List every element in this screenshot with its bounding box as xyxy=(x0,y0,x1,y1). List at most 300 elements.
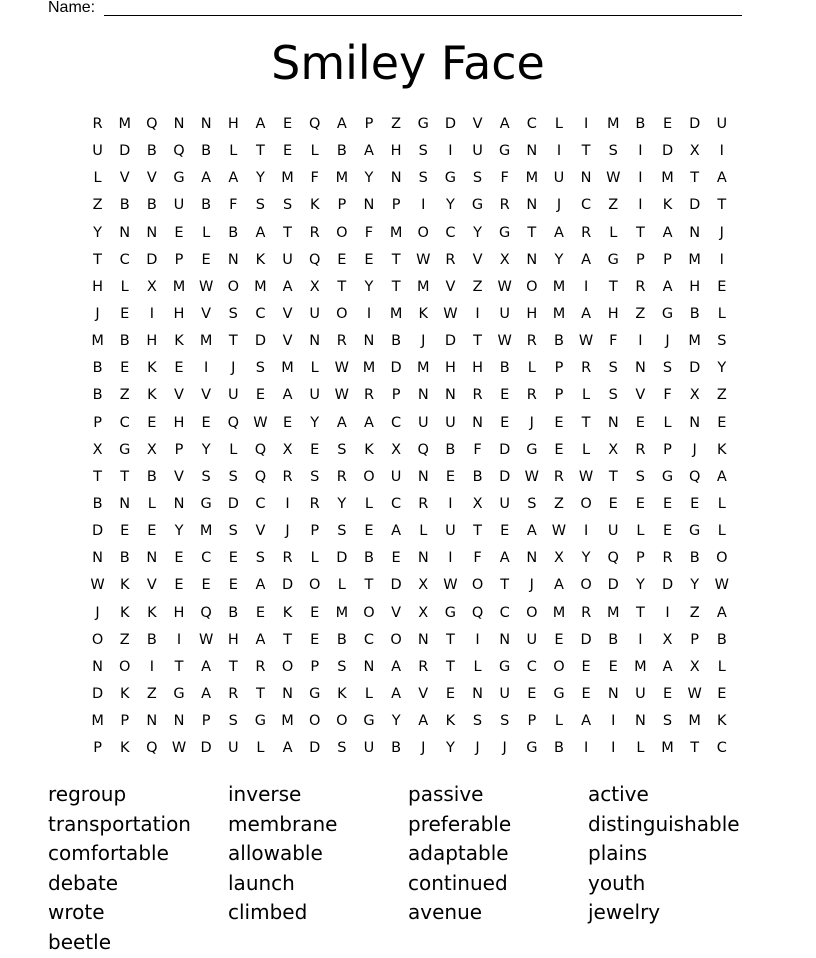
grid-letter[interactable]: H xyxy=(526,305,538,322)
grid-letter[interactable]: L xyxy=(202,224,211,241)
grid-letter[interactable]: I xyxy=(475,305,480,322)
grid-letter[interactable]: S xyxy=(635,468,645,485)
grid-letter[interactable]: Q xyxy=(688,468,701,485)
grid-letter[interactable]: A xyxy=(716,468,727,485)
grid-letter[interactable]: O xyxy=(553,658,565,675)
grid-letter[interactable]: A xyxy=(662,278,673,295)
grid-letter[interactable]: V xyxy=(119,170,130,187)
grid-letter[interactable]: Y xyxy=(717,360,727,377)
grid-letter[interactable]: E xyxy=(282,414,293,431)
grid-letter[interactable]: E xyxy=(554,414,564,431)
grid-letter[interactable]: L xyxy=(364,685,374,702)
grid-letter[interactable]: Z xyxy=(119,387,130,404)
grid-letter[interactable]: A xyxy=(581,251,592,268)
grid-letter[interactable]: T xyxy=(608,278,618,295)
grid-letter[interactable]: E xyxy=(174,360,184,377)
grid-letter[interactable]: A xyxy=(554,224,564,241)
grid-letter[interactable]: N xyxy=(146,550,158,567)
grid-letter[interactable]: M xyxy=(362,360,376,377)
grid-letter[interactable]: E xyxy=(174,550,184,567)
grid-letter[interactable]: H xyxy=(390,143,402,160)
grid-letter[interactable]: M xyxy=(118,116,131,132)
grid-letter[interactable]: S xyxy=(337,658,347,675)
grid-letter[interactable]: P xyxy=(93,414,102,431)
grid-letter[interactable]: O xyxy=(363,468,375,485)
grid-letter[interactable]: L xyxy=(419,523,428,540)
grid-letter[interactable]: O xyxy=(390,631,402,648)
grid-letter[interactable]: W xyxy=(334,360,349,377)
grid-letter[interactable]: M xyxy=(254,278,267,295)
grid-letter[interactable]: P xyxy=(201,713,211,730)
grid-letter[interactable]: X xyxy=(418,577,429,594)
grid-letter[interactable]: P xyxy=(554,360,564,377)
grid-letter[interactable]: O xyxy=(336,224,348,241)
grid-letter[interactable]: Y xyxy=(445,740,455,757)
grid-letter[interactable]: I xyxy=(719,143,724,160)
grid-letter[interactable]: K xyxy=(662,197,673,214)
grid-letter[interactable]: C xyxy=(119,251,130,268)
grid-letter[interactable]: Y xyxy=(201,441,211,458)
grid-letter[interactable]: C xyxy=(119,414,130,431)
grid-letter[interactable]: C xyxy=(526,658,537,675)
grid-letter[interactable]: D xyxy=(119,143,131,160)
grid-letter[interactable]: E xyxy=(228,550,238,567)
grid-letter[interactable]: G xyxy=(119,441,131,458)
grid-letter[interactable]: L xyxy=(609,224,618,241)
grid-letter[interactable]: U xyxy=(472,143,483,160)
grid-letter[interactable]: C xyxy=(391,414,402,431)
grid-letter[interactable]: M xyxy=(281,713,294,730)
grid-letter[interactable]: U xyxy=(227,387,239,404)
grid-letter[interactable]: B xyxy=(391,740,402,757)
grid-letter[interactable]: A xyxy=(255,116,266,132)
grid-letter[interactable]: I xyxy=(176,631,182,648)
grid-letter[interactable]: W xyxy=(443,577,458,594)
grid-letter[interactable]: N xyxy=(472,685,483,702)
grid-letter[interactable]: B xyxy=(716,631,727,648)
grid-letter[interactable]: E xyxy=(662,523,673,540)
grid-letter[interactable]: S xyxy=(418,143,428,160)
grid-letter[interactable]: X xyxy=(92,441,103,458)
grid-letter[interactable]: P xyxy=(364,116,374,132)
grid-letter[interactable]: E xyxy=(120,523,130,540)
grid-letter[interactable]: H xyxy=(146,333,158,350)
grid-letter[interactable]: R xyxy=(418,658,429,675)
grid-letter[interactable]: D xyxy=(200,740,212,757)
grid-letter[interactable]: X xyxy=(146,278,157,295)
grid-letter[interactable]: I xyxy=(638,143,643,160)
grid-letter[interactable]: H xyxy=(472,360,483,377)
grid-letter[interactable]: K xyxy=(119,577,130,594)
grid-letter[interactable]: E xyxy=(228,577,238,594)
grid-letter[interactable]: M xyxy=(525,170,539,187)
name-line[interactable] xyxy=(104,15,742,16)
grid-letter[interactable]: P xyxy=(636,251,645,268)
grid-letter[interactable]: R xyxy=(309,495,320,512)
grid-letter[interactable]: R xyxy=(336,333,347,350)
grid-letter[interactable]: A xyxy=(282,387,293,404)
grid-letter[interactable]: N xyxy=(200,116,212,132)
grid-letter[interactable]: F xyxy=(473,550,482,567)
grid-letter[interactable]: L xyxy=(717,523,726,540)
grid-letter[interactable]: K xyxy=(119,740,130,757)
grid-letter[interactable]: O xyxy=(716,550,728,567)
grid-letter[interactable]: P xyxy=(690,631,700,648)
grid-letter[interactable]: Q xyxy=(146,740,158,757)
grid-letter[interactable]: T xyxy=(364,577,374,594)
grid-letter[interactable]: S xyxy=(310,468,320,485)
grid-letter[interactable]: L xyxy=(663,414,672,431)
grid-letter[interactable]: H xyxy=(444,360,456,377)
grid-letter[interactable]: A xyxy=(391,658,402,675)
grid-letter[interactable]: A xyxy=(499,116,510,132)
grid-letter[interactable]: F xyxy=(500,170,509,187)
grid-letter[interactable]: K xyxy=(337,685,347,702)
grid-letter[interactable]: D xyxy=(390,360,402,377)
grid-letter[interactable]: C xyxy=(499,604,510,621)
grid-letter[interactable]: N xyxy=(526,197,538,214)
grid-letter[interactable]: B xyxy=(228,604,239,621)
grid-letter[interactable]: C xyxy=(526,116,537,132)
grid-letter[interactable]: O xyxy=(417,224,429,241)
grid-letter[interactable]: B xyxy=(201,197,212,214)
grid-letter[interactable]: T xyxy=(228,333,238,350)
grid-letter[interactable]: V xyxy=(146,577,157,594)
grid-letter[interactable]: H xyxy=(689,278,701,295)
grid-letter[interactable]: Z xyxy=(92,197,103,214)
grid-letter[interactable]: K xyxy=(147,387,157,404)
grid-letter[interactable]: N xyxy=(146,224,158,241)
grid-letter[interactable]: G xyxy=(661,305,674,322)
grid-letter[interactable]: E xyxy=(717,414,727,431)
grid-letter[interactable]: B xyxy=(92,387,103,404)
grid-letter[interactable]: E xyxy=(662,116,673,132)
grid-letter[interactable]: R xyxy=(336,468,347,485)
grid-letter[interactable]: J xyxy=(556,197,562,214)
grid-letter[interactable]: R xyxy=(581,224,592,241)
grid-letter[interactable]: N xyxy=(363,197,375,214)
grid-letter[interactable]: Y xyxy=(310,414,320,431)
grid-letter[interactable]: U xyxy=(363,740,375,757)
grid-letter[interactable]: X xyxy=(689,658,700,675)
grid-letter[interactable]: R xyxy=(418,495,429,512)
grid-letter[interactable]: W xyxy=(171,740,187,757)
grid-letter[interactable]: M xyxy=(606,604,620,621)
grid-letter[interactable]: G xyxy=(173,685,185,702)
grid-letter[interactable]: N xyxy=(146,713,158,730)
grid-letter[interactable]: L xyxy=(229,143,238,160)
grid-letter[interactable]: I xyxy=(475,631,480,648)
grid-letter[interactable]: U xyxy=(635,685,646,702)
grid-letter[interactable]: A xyxy=(581,713,592,730)
grid-letter[interactable]: F xyxy=(473,441,482,458)
grid-letter[interactable]: A xyxy=(418,713,429,730)
grid-letter[interactable]: H xyxy=(227,631,239,648)
grid-letter[interactable]: E xyxy=(635,414,645,431)
grid-letter[interactable]: J xyxy=(421,740,426,757)
grid-letter[interactable]: S xyxy=(500,713,510,730)
grid-letter[interactable]: O xyxy=(580,495,592,512)
grid-letter[interactable]: D xyxy=(661,577,674,594)
grid-letter[interactable]: M xyxy=(661,740,674,757)
grid-letter[interactable]: T xyxy=(255,143,265,160)
grid-letter[interactable]: R xyxy=(92,116,103,132)
grid-letter[interactable]: O xyxy=(580,577,592,594)
grid-letter[interactable]: E xyxy=(500,387,510,404)
grid-letter[interactable]: G xyxy=(471,197,484,214)
grid-letter[interactable]: B xyxy=(553,740,564,757)
grid-letter[interactable]: R xyxy=(363,387,375,404)
grid-letter[interactable]: R xyxy=(228,685,239,702)
grid-letter[interactable]: E xyxy=(635,495,645,512)
grid-letter[interactable]: I xyxy=(448,143,453,160)
grid-letter[interactable]: U xyxy=(499,305,510,322)
grid-letter[interactable]: A xyxy=(282,740,293,757)
grid-letter[interactable]: N xyxy=(363,333,375,350)
grid-letter[interactable]: S xyxy=(228,523,238,540)
grid-letter[interactable]: Y xyxy=(473,224,482,241)
grid-letter[interactable]: T xyxy=(391,251,401,268)
grid-letter[interactable]: E xyxy=(445,468,455,485)
grid-letter[interactable]: S xyxy=(527,495,537,512)
grid-letter[interactable]: L xyxy=(310,550,319,567)
grid-letter[interactable]: B xyxy=(228,224,239,241)
grid-letter[interactable]: F xyxy=(310,170,319,187)
grid-letter[interactable]: X xyxy=(391,441,402,458)
grid-letter[interactable]: W xyxy=(687,685,702,702)
grid-letter[interactable]: S xyxy=(228,468,238,485)
grid-letter[interactable]: J xyxy=(692,441,697,458)
grid-letter[interactable]: X xyxy=(418,604,429,621)
grid-letter[interactable]: R xyxy=(635,441,646,458)
grid-letter[interactable]: C xyxy=(363,631,375,648)
grid-letter[interactable]: E xyxy=(527,685,537,702)
grid-letter[interactable]: V xyxy=(445,278,456,295)
grid-letter[interactable]: S xyxy=(228,305,238,322)
grid-letter[interactable]: N xyxy=(173,116,185,132)
grid-letter[interactable]: C xyxy=(445,224,456,241)
grid-letter[interactable]: R xyxy=(445,251,456,268)
grid-letter[interactable]: G xyxy=(444,604,457,621)
grid-letter[interactable]: R xyxy=(526,387,537,404)
grid-letter[interactable]: S xyxy=(255,197,266,214)
grid-letter[interactable]: R xyxy=(499,197,510,214)
grid-letter[interactable]: E xyxy=(147,414,157,431)
grid-letter[interactable]: T xyxy=(635,224,645,241)
grid-letter[interactable]: Q xyxy=(607,550,619,567)
grid-letter[interactable]: R xyxy=(282,468,293,485)
grid-letter[interactable]: L xyxy=(717,305,726,322)
grid-letter[interactable]: E xyxy=(445,685,455,702)
grid-letter[interactable]: S xyxy=(337,740,347,757)
grid-letter[interactable]: S xyxy=(608,143,618,160)
grid-letter[interactable]: M xyxy=(91,713,104,730)
grid-letter[interactable]: E xyxy=(282,116,293,132)
grid-letter[interactable]: L xyxy=(229,441,238,458)
grid-letter[interactable]: N xyxy=(689,224,701,241)
grid-letter[interactable]: U xyxy=(309,305,320,322)
grid-letter[interactable]: C xyxy=(391,495,402,512)
grid-letter[interactable]: T xyxy=(500,577,510,594)
grid-letter[interactable]: U xyxy=(499,685,510,702)
grid-letter[interactable]: X xyxy=(309,278,320,295)
grid-letter[interactable]: H xyxy=(607,305,619,322)
grid-letter[interactable]: I xyxy=(149,305,154,322)
grid-letter[interactable]: U xyxy=(499,495,510,512)
grid-letter[interactable]: J xyxy=(475,740,480,757)
grid-letter[interactable]: D xyxy=(689,116,701,132)
grid-letter[interactable]: L xyxy=(120,278,129,295)
grid-letter[interactable]: B xyxy=(472,468,483,485)
grid-letter[interactable]: Y xyxy=(391,713,401,730)
grid-letter[interactable]: O xyxy=(227,278,239,295)
grid-letter[interactable]: N xyxy=(526,550,538,567)
grid-letter[interactable]: B xyxy=(119,197,130,214)
grid-letter[interactable]: J xyxy=(421,333,426,350)
grid-letter[interactable]: M xyxy=(335,604,349,621)
grid-letter[interactable]: M xyxy=(281,170,294,187)
grid-letter[interactable]: N xyxy=(417,550,429,567)
grid-letter[interactable]: C xyxy=(581,197,592,214)
grid-letter[interactable]: E xyxy=(255,387,265,404)
grid-letter[interactable]: E xyxy=(201,414,211,431)
grid-letter[interactable]: E xyxy=(282,143,293,160)
grid-letter[interactable]: W xyxy=(714,577,729,594)
grid-letter[interactable]: I xyxy=(665,604,670,621)
grid-letter[interactable]: P xyxy=(554,387,564,404)
grid-letter[interactable]: O xyxy=(471,577,484,594)
grid-letter[interactable]: A xyxy=(391,685,402,702)
grid-letter[interactable]: M xyxy=(661,170,674,187)
grid-letter[interactable]: Z xyxy=(146,685,157,702)
grid-letter[interactable]: K xyxy=(364,441,374,458)
grid-letter[interactable]: O xyxy=(526,604,538,621)
grid-letter[interactable]: R xyxy=(581,604,592,621)
grid-letter[interactable]: B xyxy=(92,495,103,512)
grid-letter[interactable]: S xyxy=(337,523,347,540)
grid-letter[interactable]: I xyxy=(448,550,453,567)
grid-letter[interactable]: U xyxy=(526,631,538,648)
grid-letter[interactable]: D xyxy=(390,577,402,594)
grid-letter[interactable]: Z xyxy=(608,197,619,214)
grid-letter[interactable]: I xyxy=(611,713,616,730)
grid-letter[interactable]: V xyxy=(201,305,212,322)
grid-letter[interactable]: Q xyxy=(254,468,267,485)
grid-letter[interactable]: M xyxy=(389,305,403,322)
grid-letter[interactable]: E xyxy=(174,224,184,241)
grid-letter[interactable]: E xyxy=(554,631,564,648)
grid-letter[interactable]: D xyxy=(309,740,321,757)
grid-letter[interactable]: N xyxy=(309,333,321,350)
grid-letter[interactable]: R xyxy=(309,224,320,241)
grid-letter[interactable]: B xyxy=(336,631,347,648)
grid-letter[interactable]: D xyxy=(607,577,619,594)
grid-letter[interactable]: J xyxy=(95,604,100,621)
grid-letter[interactable]: E xyxy=(120,360,130,377)
grid-letter[interactable]: A xyxy=(554,577,564,594)
grid-letter[interactable]: S xyxy=(608,360,618,377)
grid-letter[interactable]: K xyxy=(445,713,456,730)
grid-letter[interactable]: V xyxy=(255,523,266,540)
grid-letter[interactable]: B xyxy=(689,550,700,567)
grid-letter[interactable]: S xyxy=(201,468,211,485)
grid-letter[interactable]: N xyxy=(634,713,646,730)
grid-letter[interactable]: D xyxy=(227,495,239,512)
grid-letter[interactable]: Y xyxy=(364,278,374,295)
grid-letter[interactable]: I xyxy=(583,523,589,540)
grid-letter[interactable]: R xyxy=(282,550,293,567)
grid-letter[interactable]: O xyxy=(336,305,348,322)
grid-letter[interactable]: B xyxy=(92,360,103,377)
grid-letter[interactable]: T xyxy=(93,468,102,485)
grid-letter[interactable]: O xyxy=(308,577,321,594)
grid-letter[interactable]: W xyxy=(198,278,214,295)
grid-letter[interactable]: O xyxy=(336,713,348,730)
grid-letter[interactable]: D xyxy=(689,197,701,214)
grid-letter[interactable]: L xyxy=(310,143,319,160)
grid-letter[interactable]: Y xyxy=(337,495,347,512)
grid-letter[interactable]: V xyxy=(472,116,483,132)
grid-letter[interactable]: N xyxy=(390,170,402,187)
grid-letter[interactable]: E xyxy=(391,550,401,567)
grid-letter[interactable]: W xyxy=(524,468,539,485)
grid-letter[interactable]: N xyxy=(472,414,483,431)
grid-letter[interactable]: T xyxy=(473,523,482,540)
grid-letter[interactable]: L xyxy=(473,658,482,675)
grid-letter[interactable]: B xyxy=(499,360,510,377)
grid-letter[interactable]: I xyxy=(556,143,562,160)
grid-letter[interactable]: X xyxy=(282,441,293,458)
grid-letter[interactable]: Y xyxy=(635,577,645,594)
grid-letter[interactable]: H xyxy=(227,116,239,132)
grid-letter[interactable]: A xyxy=(662,658,673,675)
grid-letter[interactable]: Z xyxy=(553,495,564,512)
grid-letter[interactable]: K xyxy=(174,333,184,350)
grid-letter[interactable]: L xyxy=(717,495,726,512)
grid-letter[interactable]: B xyxy=(146,468,157,485)
grid-letter[interactable]: E xyxy=(310,604,320,621)
grid-letter[interactable]: G xyxy=(607,251,619,268)
grid-letter[interactable]: S xyxy=(608,387,618,404)
grid-letter[interactable]: I xyxy=(203,360,209,377)
grid-letter[interactable]: M xyxy=(552,278,566,295)
grid-letter[interactable]: D xyxy=(281,577,294,594)
grid-letter[interactable]: W xyxy=(253,414,268,431)
grid-letter[interactable]: I xyxy=(285,495,290,512)
grid-letter[interactable]: H xyxy=(173,414,185,431)
grid-letter[interactable]: A xyxy=(255,631,266,648)
grid-letter[interactable]: I xyxy=(638,170,643,187)
grid-letter[interactable]: W xyxy=(578,333,594,350)
grid-letter[interactable]: N xyxy=(92,550,103,567)
grid-letter[interactable]: U xyxy=(173,197,185,214)
grid-letter[interactable]: C xyxy=(255,305,266,322)
grid-letter[interactable]: T xyxy=(581,143,591,160)
grid-letter[interactable]: U xyxy=(227,740,239,757)
grid-letter[interactable]: N xyxy=(689,414,701,431)
grid-letter[interactable]: B xyxy=(336,143,347,160)
grid-letter[interactable]: A xyxy=(662,224,673,241)
grid-letter[interactable]: N xyxy=(363,658,375,675)
grid-letter[interactable]: Y xyxy=(581,550,591,567)
grid-letter[interactable]: E xyxy=(364,251,374,268)
grid-letter[interactable]: E xyxy=(581,685,591,702)
grid-letter[interactable]: Q xyxy=(308,116,321,132)
grid-letter[interactable]: K xyxy=(147,360,157,377)
grid-letter[interactable]: Y xyxy=(690,577,700,594)
grid-letter[interactable]: G xyxy=(309,685,321,702)
grid-letter[interactable]: W xyxy=(551,523,567,540)
